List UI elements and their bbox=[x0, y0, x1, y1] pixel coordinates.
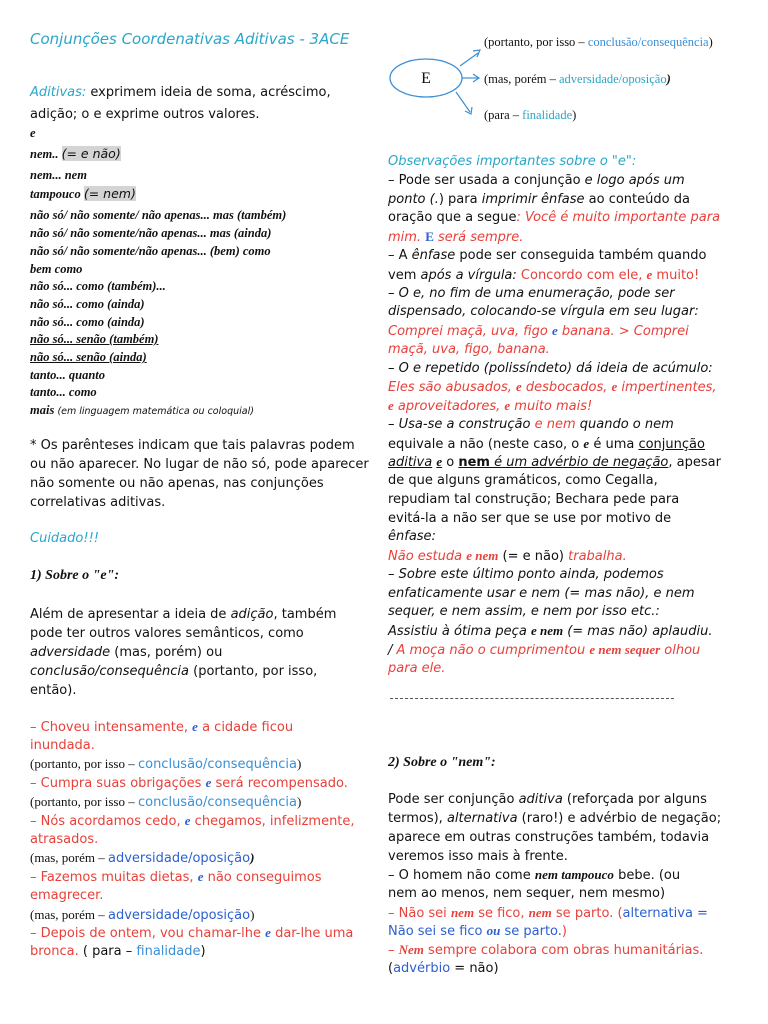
obs-line: oração que a segue: Você é muito importante para bbox=[388, 210, 721, 225]
obs-line: equivale a não (neste caso, o e é uma conjunção bbox=[388, 436, 705, 452]
nem-line: – Não sei nem se fico, nem se parto. (alternativa = bbox=[388, 905, 708, 921]
obs-line: ponto (.) para imprimir ênfase ao conteúdo da bbox=[388, 192, 690, 207]
example-line: – Cumpra suas obrigações e será recompensado. bbox=[30, 775, 348, 791]
list-item: mais (em linguagem matemática ou coloquial) bbox=[30, 403, 254, 417]
obs-line: enfaticamente usar e nem (= mas não), e nem bbox=[388, 586, 695, 601]
nem-line: – Nem sempre colabora com obras humanitárias. bbox=[388, 942, 704, 958]
diagram-center: E bbox=[421, 70, 431, 87]
list-item: tanto... como bbox=[30, 385, 97, 399]
observations-heading: Observações importantes sobre o "e": bbox=[388, 154, 637, 169]
list-item: não só... senão (também) bbox=[30, 332, 159, 346]
section-1-heading: 1) Sobre o "e": bbox=[30, 568, 120, 583]
obs-line: vem após a vírgula: Concordo com ele, e muito! bbox=[388, 267, 700, 283]
note-line: * Os parênteses indicam que tais palavras podem bbox=[30, 438, 355, 453]
example-line: atrasados. bbox=[30, 832, 99, 847]
s1-line: pode ter outros valores semânticos, como bbox=[30, 626, 304, 641]
obs-line: de que alguns gramáticos, como Cegalla, bbox=[388, 473, 658, 488]
s1-line: então). bbox=[30, 683, 77, 698]
page-title: Conjunções Coordenativas Aditivas - 3ACE bbox=[30, 30, 350, 48]
s1-line: adversidade (mas, porém) ou bbox=[30, 645, 223, 660]
list-item: não só/ não somente/não apenas... (bem) como bbox=[30, 244, 271, 258]
list-item: e bbox=[30, 126, 36, 140]
obs-line: Eles são abusados, e desbocados, e impertinentes, bbox=[388, 379, 717, 395]
diagram-branch-3: (para – finalidade) bbox=[484, 108, 577, 122]
obs-line: – A ênfase pode ser conseguida também quando bbox=[388, 248, 707, 263]
nem-line: termos), alternativa (raro!) e advérbio de negação; bbox=[388, 811, 722, 826]
list-item: não só/ não somente/não apenas... mas (ainda) bbox=[30, 226, 272, 240]
nem-line: veremos isso mais à frente. bbox=[388, 849, 568, 864]
gloss-line: (portanto, por isso – conclusão/consequência) bbox=[30, 756, 302, 772]
example-line: – Depois de ontem, vou chamar-lhe e dar-lhe uma bbox=[30, 925, 354, 941]
gloss-line: (mas, porém – adversidade/oposição) bbox=[30, 907, 255, 923]
diagram-branch-1: (portanto, por isso – conclusão/consequência) bbox=[484, 35, 713, 49]
section-divider bbox=[390, 698, 674, 699]
obs-line: sequer, e nem assim, e nem por isso etc.: bbox=[388, 604, 660, 619]
obs-line: mim. E será sempre. bbox=[388, 229, 524, 245]
obs-line: e aproveitadores, e muito mais! bbox=[388, 398, 593, 414]
nem-line: Pode ser conjunção aditiva (reforçada por alguns bbox=[388, 792, 707, 807]
obs-line: Comprei maçã, uva, figo e banana. > Comprei bbox=[388, 323, 689, 339]
example-line: inundada. bbox=[30, 738, 95, 753]
note-line: não somente ou não apenas, nas conjunções bbox=[30, 476, 324, 491]
list-item: tampouco (= nem) bbox=[30, 186, 136, 201]
note-line: ou não aparecer. No lugar de não só, pode aparecer bbox=[30, 457, 369, 472]
obs-line: ênfase: bbox=[388, 529, 436, 544]
diagram-branch-2: (mas, porém – adversidade/oposição) bbox=[484, 72, 671, 86]
obs-line: – O e repetido (polissíndeto) dá ideia de acúmulo: bbox=[388, 361, 713, 376]
obs-line: maçã, uva, figo, banana. bbox=[388, 342, 550, 357]
list-item: bem como bbox=[30, 262, 83, 276]
obs-line: – Pode ser usada a conjunção e logo após um bbox=[388, 173, 685, 188]
obs-line: evitá-la a não ser que se use por motivo de bbox=[388, 511, 672, 526]
example-line: – Nós acordamos cedo, e chegamos, infelizmente, bbox=[30, 813, 355, 829]
obs-line: repudiam tal construção; Bechara pede para bbox=[388, 492, 680, 507]
list-item: não só... como (ainda) bbox=[30, 315, 145, 329]
list-item: nem.. (= e não) bbox=[30, 146, 121, 161]
obs-line: – Sobre este último ponto ainda, podemos bbox=[388, 567, 664, 582]
obs-line: Assistiu à ótima peça e nem (= mas não) aplaudiu. bbox=[388, 623, 713, 639]
example-line: – Fazemos muitas dietas, e não conseguimos bbox=[30, 869, 322, 885]
arrow-down bbox=[456, 92, 470, 112]
obs-line: para ele. bbox=[388, 661, 446, 676]
obs-line: – Usa-se a construção e nem quando o nem bbox=[388, 417, 674, 432]
nem-line: Não sei se fico ou se parto.) bbox=[388, 923, 567, 939]
obs-line: dispensado, colocando-se vírgula em seu lugar: bbox=[388, 304, 699, 319]
gloss-line: (mas, porém – adversidade/oposição) bbox=[30, 850, 255, 866]
example-line: emagrecer. bbox=[30, 888, 104, 903]
obs-line: Não estuda e nem (= e não) trabalha. bbox=[388, 548, 627, 564]
obs-line: / A moça não o cumprimentou e nem sequer olhou bbox=[388, 642, 701, 658]
list-item: não só/ não somente/ não apenas... mas (também) bbox=[30, 208, 287, 222]
example-line: bronca. ( para – finalidade) bbox=[30, 944, 206, 959]
warning-heading: Cuidado!!! bbox=[30, 531, 99, 546]
gloss-line: (portanto, por isso – conclusão/consequência) bbox=[30, 794, 302, 810]
list-item: tanto... quanto bbox=[30, 368, 106, 382]
obs-line: aditiva e o nem é um advérbio de negação, apesar bbox=[388, 454, 721, 470]
example-line: – Choveu intensamente, e a cidade ficou bbox=[30, 719, 294, 735]
nem-line: aparece em outras construções também, todavia bbox=[388, 830, 710, 845]
list-item: não só... como (ainda) bbox=[30, 297, 145, 311]
s1-line: Além de apresentar a ideia de adição, também bbox=[30, 607, 337, 622]
s1-line: conclusão/consequência (portanto, por isso, bbox=[30, 664, 318, 679]
list-item: não só... senão (ainda) bbox=[30, 350, 147, 364]
nem-line: nem ao menos, nem sequer, nem mesmo) bbox=[388, 886, 666, 901]
arrow-up bbox=[460, 53, 478, 66]
nem-line: (advérbio = não) bbox=[388, 961, 499, 976]
obs-line: – O e, no fim de uma enumeração, pode ser bbox=[388, 286, 675, 301]
intro-line-1: Aditivas: exprimem ideia de soma, acréscimo, bbox=[30, 85, 331, 100]
list-item: nem... nem bbox=[30, 168, 87, 182]
list-item: não só... como (também)... bbox=[30, 279, 166, 293]
note-line: correlativas aditivas. bbox=[30, 495, 166, 510]
section-2-heading: 2) Sobre o "nem": bbox=[388, 755, 496, 770]
intro-line-2: adição; o e exprime outros valores. bbox=[30, 107, 260, 122]
nem-line: – O homem não come nem tampouco bebe. (ou bbox=[388, 867, 681, 883]
